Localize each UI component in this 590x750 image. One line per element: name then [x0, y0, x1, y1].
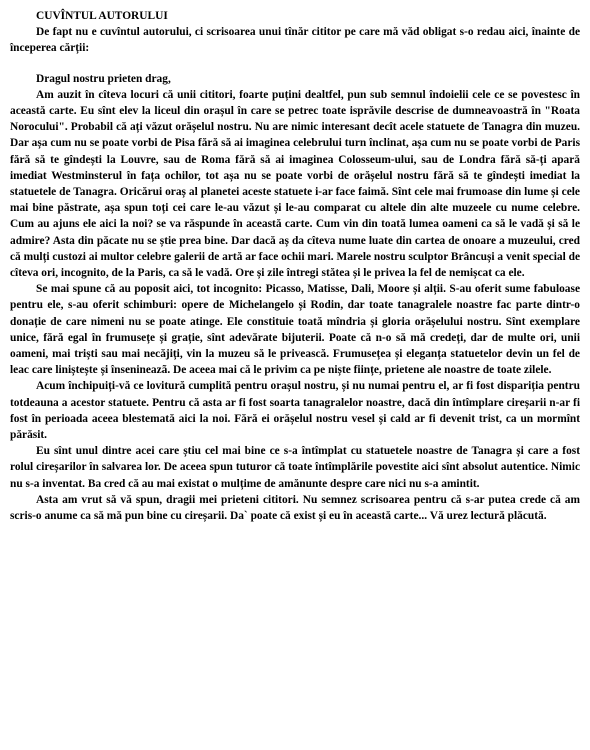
letter-paragraph-3: Acum închipuiți-vă ce lovitură cumplită pentru orașul nostru, și nu numai pentru el, ar fi fost dispariția pentru totdeauna a acestor statuete. Pentru că asta ar fi fost soarta tanagralelor noastre, dacă din întîmplare cireșarii n-ar fi fost în perioada aceea blestemată aici la noi. Fără ei orășelul nostru vesel și cald ar fi devenit trist, ca un mormînt părăsit. — [10, 380, 580, 442]
paragraph-gap — [10, 57, 580, 71]
letter-paragraph-2: Se mai spune că au poposit aici, tot incognito: Picasso, Matisse, Dali, Moore și alții. S-au oferit sume fabuloase pentru ele, s-au oferit schimburi: opere de Michelangelo și Rodin, dar toate tanagralele noastre fac parte dintr-o donație de care nimeni nu se poate atinge. Ele constituie toată mîndria și gloria orășelului nostru. Sînt exemplare unice, fără egal în frumusețe și grație, sînt adevărate bijuterii. Poate că n-o să mă credeți, dar de multe ori, unii oameni, mai triști sau mai necăjiți, vin la muzeu să le privească. Frumusețea și eleganța statuetelor devin un fel de leac care liniștește și însenineazã. De aceea mai că le privim ca pe niște ființe, prietene ale noastre de toate zilele. — [10, 283, 580, 377]
section-heading: CUVÎNTUL AUTORULUI — [36, 10, 168, 22]
letter-paragraph-5: Asta am vrut să vă spun, dragii mei prieteni cititori. Nu semnez scrisoarea pentru că s-ar putea crede că am scris-o anume ca să mă pun bine cu cireșarii. Da` poate că exist și eu în această carte... Vă urez lectură plăcută. — [10, 493, 580, 523]
letter-paragraph-1: Am auzit în cîteva locuri că unii cititori, foarte puțini dealtfel, pun sub semnul îndoielii cele ce se povestesc în această carte. Eu sînt elev la liceul din orașul în care se petrec toate isprăvile descrise de dumneavoastră în "Roata Norocului". Probabil că ați văzut orășelul nostru. Nu are nimic interesant decît acele statuete de Tanagra din muzeu. Dar așa cum nu se poate vorbi de Pisa fără să ai imaginea celebrului turn înclinat, așa cum nu se poate vorbi de Paris fără să te gîndești la Louvre, sau de Roma fără să ai imaginea Colosseum-ului, sau de Londra fără să-ți apară imediat Westminsterul în fața ochilor, tot așa nu se poate vorbi de orășelul nostru fără să te gîndești imediat la statuetele de Tanagra. Oricărui oraș al planetei aceste statuete i-ar face faimă. Sînt cele mai frumoase din lume și cele mai bine păstrate, așa spun toți cei care le-au văzut și le-au comparat cu altele din alte muzeele cu nume celebre. Cum au ajuns ele aici la noi? se va răspunde în această carte. Cum vin din toată lumea oameni ca să le vadă și să le admire? Asta din păcate nu se știe prea bine. Dar dacă aș da cîteva nume luate din cartea de onoare a muzeului, cred că mulți custozi ai multor celebre galerii de artă ar face ochii mari. Marele nostru sculptor Brâncuși a venit special de cîteva ori, incognito, de la Paris, ca să le vadă. Ore și zile întregi stătea și le privea la fel de nemișcat ca ele. — [10, 88, 580, 280]
letter-paragraph-4: Eu sînt unul dintre acei care știu cel mai bine ce s-a întîmplat cu statuetele noastre de Tanagra și care a fost rolul cireșarilor în salvarea lor. De aceea spun tuturor că toate întîmplările povestite aici sînt absolut autentice. Nimic nu s-a inventat. Ba cred că au mai existat o mulțime de amănunte despre care nici nu s-a amintit. — [10, 445, 580, 490]
intro-paragraph: De fapt nu e cuvîntul autorului, ci scrisoarea unui tînăr cititor pe care mă văd obligat s-o redau aici, înainte de începerea cărții: — [10, 26, 580, 55]
letter-salutation: Dragul nostru prieten drag, — [36, 72, 171, 85]
